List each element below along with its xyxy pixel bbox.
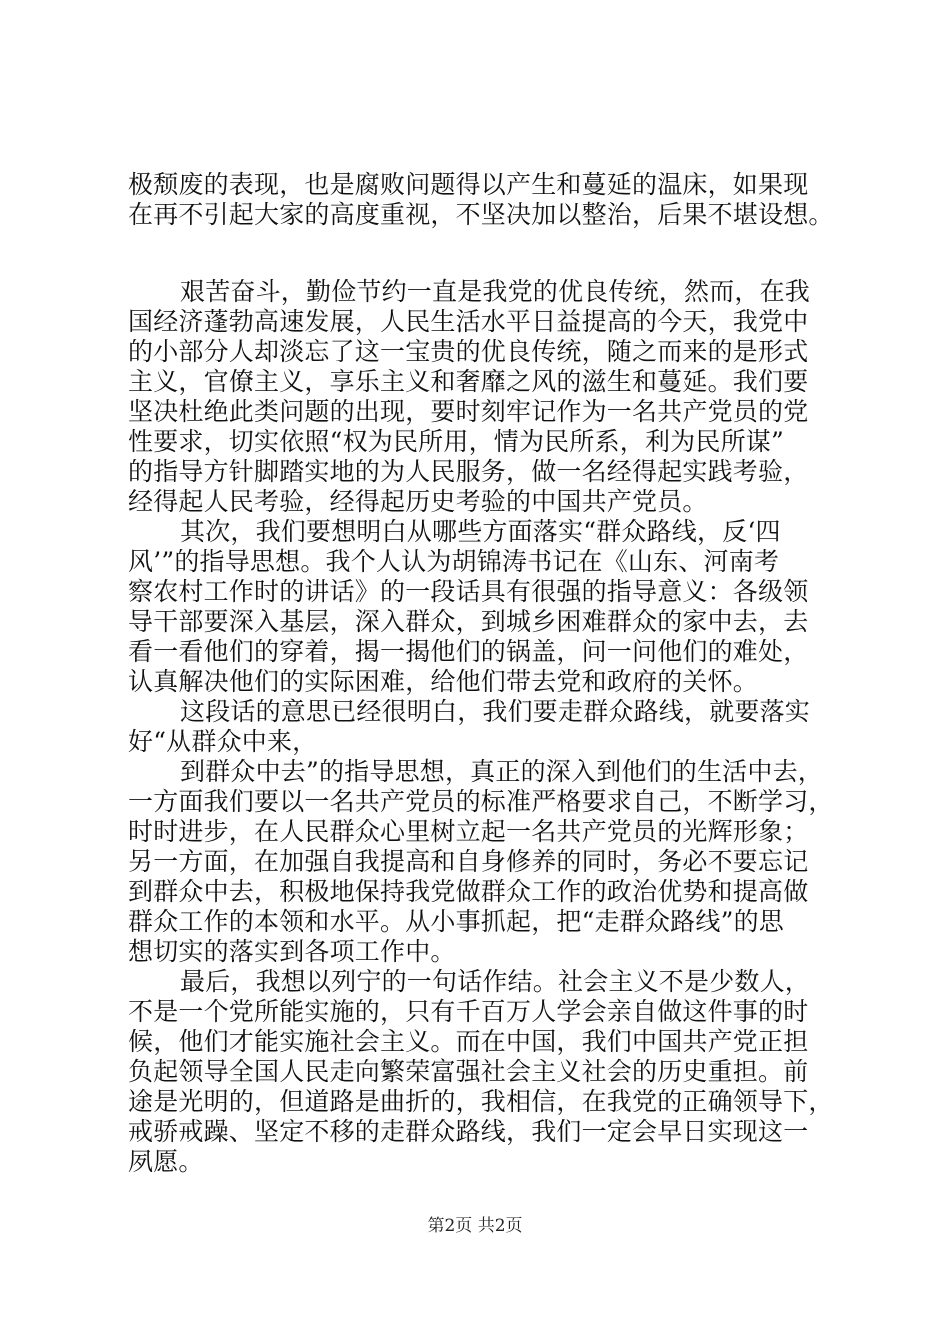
text-line: 一方面我们要以一名共产党员的标准严格要求自己，不断学习， bbox=[128, 787, 834, 816]
text-line: 在再不引起大家的高度重视，不坚决加以整治，后果不堪设想。 bbox=[128, 200, 834, 229]
text-line: 到群众中去，积极地保持我党做群众工作的政治优势和提高做 bbox=[128, 877, 809, 906]
text-line: 候，他们才能实施社会主义。而在中国，我们中国共产党正担 bbox=[128, 1027, 809, 1056]
text-line: 另一方面，在加强自我提高和自身修养的同时，务必不要忘记 bbox=[128, 847, 809, 876]
text-line: 好“从群众中来， bbox=[128, 727, 318, 756]
text-line: 认真解决他们的实际困难，给他们带去党和政府的关怀。 bbox=[128, 667, 759, 696]
text-line: 负起领导全国人民走向繁荣富强社会主义社会的历史重担。前 bbox=[128, 1057, 809, 1086]
text-line: 的小部分人却淡忘了这一宝贵的优良传统，随之而来的是形式 bbox=[128, 337, 809, 366]
paragraph-first-line: 最后，我想以列宁的一句话作结。社会主义不是少数人， bbox=[180, 967, 811, 996]
text-line: 察农村工作时的讲话》的一段话具有很强的指导意义：各级领 bbox=[128, 577, 809, 606]
text-line: 时时进步，在人民群众心里树立起一名共产党员的光辉形象； bbox=[128, 817, 809, 846]
text-line: 戒骄戒躁、坚定不移的走群众路线，我们一定会早日实现这一 bbox=[128, 1117, 809, 1146]
paragraph-first-line: 艰苦奋斗，勤俭节约一直是我党的优良传统，然而，在我 bbox=[180, 277, 811, 306]
text-line: 国经济蓬勃高速发展，人民生活水平日益提高的今天，我党中 bbox=[128, 307, 809, 336]
paragraph-gap bbox=[128, 230, 848, 277]
text-line: 的指导方针脚踏实地的为人民服务，做一名经得起实践考验， bbox=[128, 457, 809, 486]
text-line: 主义，官僚主义，享乐主义和奢靡之风的滋生和蔓延。我们要 bbox=[128, 367, 809, 396]
text-line: 不是一个党所能实施的，只有千百万人学会亲自做这件事的时 bbox=[128, 997, 809, 1026]
text-line: 风’”的指导思想。我个人认为胡锦涛书记在《山东、河南考 bbox=[128, 547, 780, 576]
text-line: 群众工作的本领和水平。从小事抓起，把“走群众路线”的思 bbox=[128, 907, 784, 936]
paragraph-first-line: 到群众中去”的指导思想，真正的深入到他们的生活中去， bbox=[180, 757, 823, 786]
text-line: 看一看他们的穿着，揭一揭他们的锅盖，问一问他们的难处， bbox=[128, 637, 809, 666]
text-line: 经得起人民考验，经得起历史考验的中国共产党员。 bbox=[128, 487, 708, 516]
text-line: 途是光明的，但道路是曲折的，我相信，在我党的正确领导下， bbox=[128, 1087, 834, 1116]
paragraph-first-line: 其次，我们要想明白从哪些方面落实“群众路线，反‘四 bbox=[180, 517, 781, 546]
text-line: 性要求，切实依照“权为民所用，情为民所系，利为民所谋” bbox=[128, 427, 784, 456]
document-body bbox=[128, 170, 848, 1177]
text-line: 坚决杜绝此类问题的出现，要时刻牢记作为一名共产党员的党 bbox=[128, 397, 809, 426]
text-line: 夙愿。 bbox=[128, 1147, 204, 1176]
text-line: 极颓废的表现，也是腐败问题得以产生和蔓延的温床，如果现 bbox=[128, 170, 809, 199]
paragraph-first-line: 这段话的意思已经很明白，我们要走群众路线，就要落实 bbox=[180, 697, 811, 726]
page-number-footer: 第2页 共2页 bbox=[427, 1216, 523, 1236]
text-line: 想切实的落实到各项工作中。 bbox=[128, 937, 456, 966]
text-line: 导干部要深入基层，深入群众，到城乡困难群众的家中去，去 bbox=[128, 607, 809, 636]
